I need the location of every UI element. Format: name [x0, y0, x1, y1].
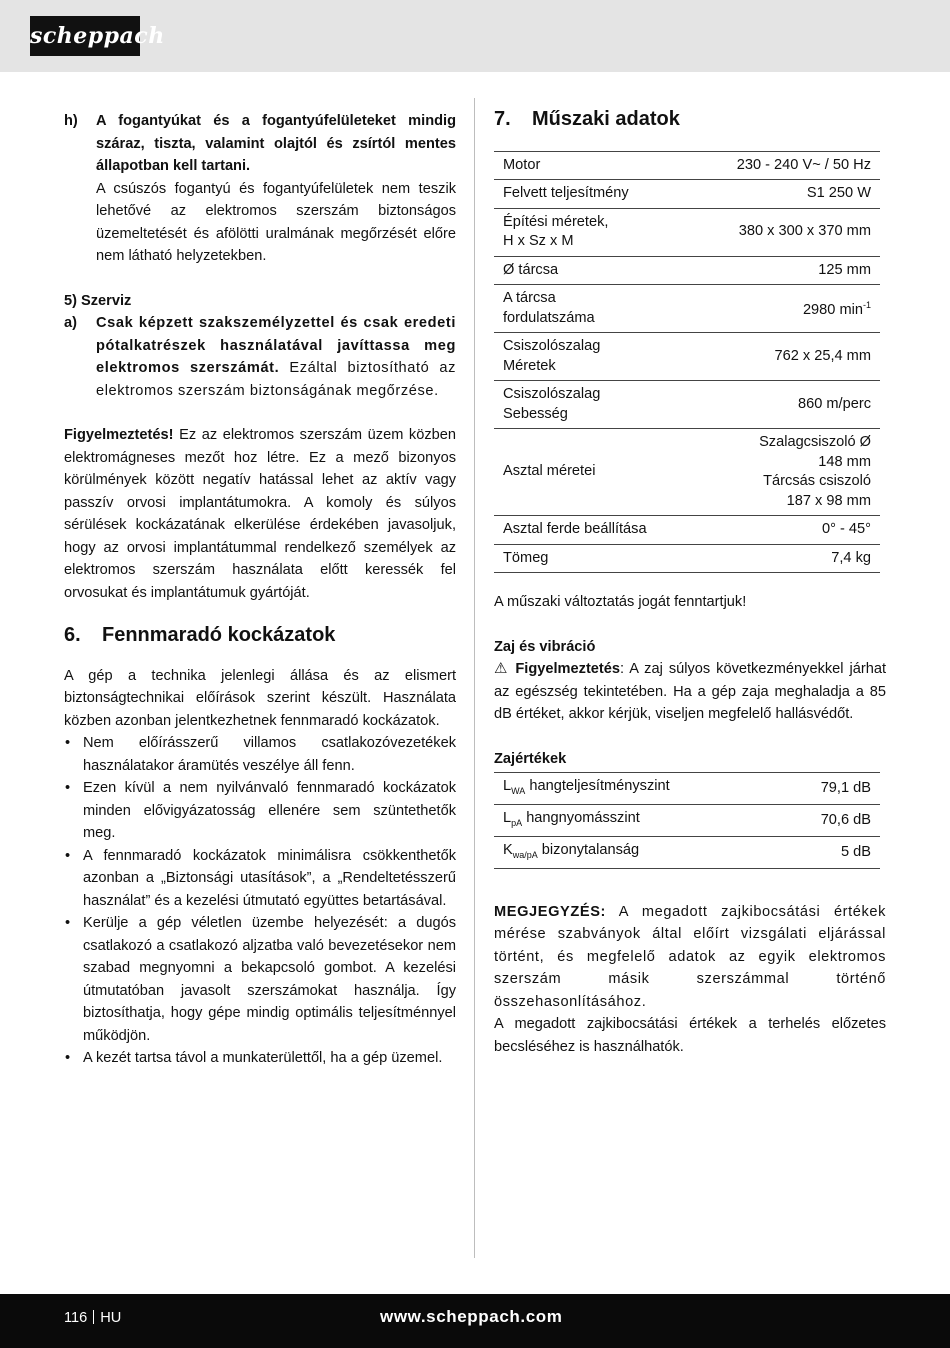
noise-values-title: Zajértékek — [494, 750, 567, 767]
item-h-bold: A fogantyúkat és a fogantyúfelületeket mindig száraz, tiszta, valamint olajtól és zsírtól mentes állapotban kell tartani. — [96, 113, 456, 174]
warning-text: Ez az elektromos szerszám üzem közben elektromágneses mezőt hoz létre. Ez a mező bizonyos körülmények között negatív hatással lehet az aktív vagy passzív orvosi implantátumokra. A komoly és súlyos sérülések kockázatának elkerülése érdekében javasoljuk, hogy az orvosi implantátummal rendelkező személyek az elektromos szerszám használata előtt keressék fel orvosukat és implantátumuk gyártóját. — [64, 427, 456, 601]
page-number: 116 HU — [64, 1310, 122, 1326]
brand-logo: scheppach — [30, 16, 140, 56]
section-number: 6. — [64, 624, 81, 646]
risks-list — [64, 732, 456, 1070]
header-bar — [0, 0, 950, 72]
warning-label: Figyelmeztetés! — [64, 427, 174, 443]
section-6-heading — [64, 624, 456, 647]
item-label: h) — [64, 113, 78, 129]
service-title: 5) Szerviz — [64, 292, 132, 309]
table-row: Asztal méretei Szalagcsiszoló Ø 148 mm Tárcsás csiszoló 187 x 98 mm — [494, 429, 880, 516]
item-h — [64, 110, 456, 268]
item-label: a) — [64, 315, 77, 331]
table-row: Felvett teljesítmény S1 250 W — [494, 180, 880, 209]
item-a-text: Ezáltal biztosítható az elektromos szerszám biztonságának megőrzése. — [96, 360, 457, 399]
note-label: MEGJEGYZÉS: — [494, 903, 607, 920]
left-column — [64, 110, 456, 1070]
section-number: 7. — [494, 108, 511, 130]
table-row: Építési méretek, H x Sz x M 380 x 300 x 370 mm — [494, 208, 880, 256]
table-row: Csiszolószalag Sebesség 860 m/perc — [494, 381, 880, 429]
website-url: www.scheppach.com — [380, 1307, 563, 1326]
specs-table — [494, 151, 880, 574]
section-7-heading — [494, 108, 886, 131]
noise-values-table — [494, 772, 880, 869]
table-row: $L_{pA}$ hangnyomásszint 70,6 dB — [494, 804, 880, 836]
list-item: • Ezen kívül a nem nyilvánvaló fennmaradó kockázatok minden elővigyázatosság ellenére sem szüntethetők meg. — [64, 777, 456, 845]
table-row: $L_{WA}$ hangteljesítményszint 79,1 dB — [494, 773, 880, 805]
table-row: Motor 230 - 240 V~ / 50 Hz — [494, 151, 880, 180]
table-row: Tömeg 7,4 kg — [494, 544, 880, 573]
section-title: Fennmaradó kockázatok — [102, 624, 336, 646]
noise-warning: ⚠ Figyelmeztetés: A zaj súlyos következményekkel járhat az egészség tekintetében. Ha a gép zaja meghaladja a 85 dB értéket, akkor kérjük, viseljen megfelelő hallásvédőt. — [494, 660, 887, 722]
table-row: Asztal ferde beállítása 0° - 45° — [494, 516, 880, 545]
footer-bar — [0, 1294, 950, 1348]
item-a-bold: Csak képzett szakszemélyzettel és csak eredeti pótalkatrészek használatával javíttassa meg elektromos szerszámát. — [96, 315, 456, 376]
table-row: A tárcsa fordulatszáma 2980 $\min^{-1}$ — [494, 285, 880, 333]
table-row: Csiszolószalag Méretek 762 x 25,4 mm — [494, 333, 880, 381]
technical-change-note: A műszaki változtatás jogát fenntartjuk! — [494, 594, 747, 610]
list-item: • Kerülje a gép véletlen üzembe helyezését: a dugós csatlakozó a csatlakozó aljzatba való bevezetésekor nem szabad megnyomni a bekapcsoló gombot. A kezelési útmutatóban javasolt szerszámokat használja. Így biztosíthatja, hogy gépe mindig optimális teljesítménnyel működjön. — [64, 912, 456, 1047]
section-title: Műszaki adatok — [532, 108, 680, 130]
item-a — [64, 312, 456, 402]
list-item: • A kezét tartsa távol a munkaterülettől, ha a gép üzemel. — [64, 1047, 456, 1070]
warning-triangle-icon: ⚠ — [494, 660, 510, 677]
note-paragraph-2: A megadott zajkibocsátási értékek a terhelés előzetes becsléséhez is használhatók. — [494, 1016, 886, 1055]
item-h-text: A csúszós fogantyú és fogantyúfelületek nem teszik lehetővé az elektromos szerszám biztonságos üzemeltetését és afölötti uralmának megőrzését előre nem látható helyzetekben. — [96, 180, 456, 264]
table-row: $K_{wa/pA}$ bizonytalanság 5 dB — [494, 836, 880, 868]
noise-title: Zaj és vibráció — [494, 638, 596, 655]
note-paragraph: MEGJEGYZÉS: A megadott zajkibocsátási értékek mérése szabványok által előírt vizsgálati eljárással történt, és megfelelő adatok az egyik elektromos szerszám másik szerszámmal történő összehasonlításához. — [494, 903, 886, 1010]
table-row: Ø tárcsa 125 mm — [494, 256, 880, 285]
warning-paragraph — [64, 424, 456, 604]
risks-intro: A gép a technika jelenlegi állása és az elismert biztonságtechnikai előírások szerint készült. Használata közben azonban jelentkezhetnek fennmaradó kockázatok. — [64, 667, 456, 729]
column-divider — [474, 98, 475, 1258]
right-column — [494, 108, 886, 1058]
list-item: • A fennmaradó kockázatok minimálisra csökkenthetők azonban a „Biztonsági utasítások”, a „Rendeltetésszerű használat” és a kezelési útmutató együttes betartásával. — [64, 845, 456, 913]
list-item: • Nem előírásszerű villamos csatlakozóvezetékek használatakor áramütés veszélye áll fenn. — [64, 732, 456, 777]
